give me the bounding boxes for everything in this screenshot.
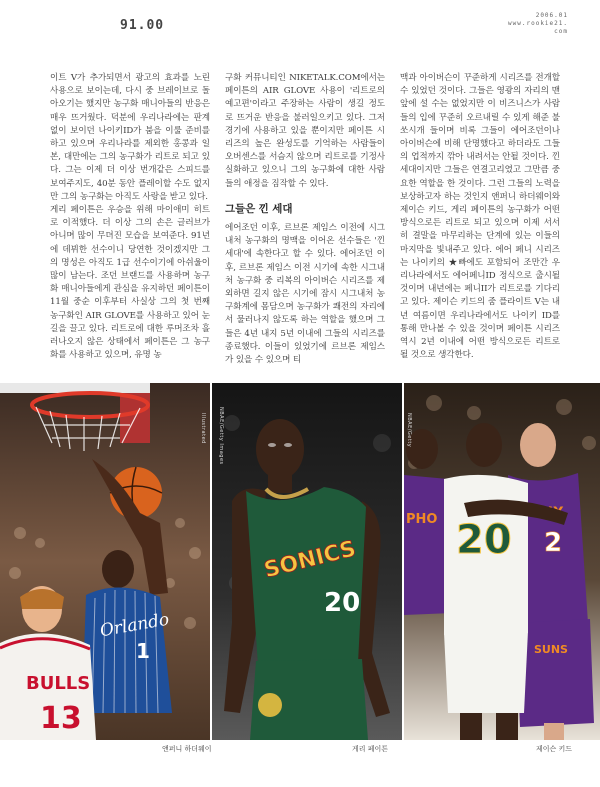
paragraph: 구화 커뮤니티인 NIKETALK.COM에서는 페이튼의 AIR GLOVE 사용이 '리트로의 예고편'이라고 주장하는 사람이 생길 정도로 뜨거운 반응을 불러일으키고 있다. 그저 경기에 사용하고 있을 뿐이지만 페이튼 시리즈의 높은 완성도를 기억하는 사람들이 오버센스를 서슴지 않으며 리트로를 기정사실화하고 있으니 그의 농구화에 대한 사람들의 애정을 짐작할 수 있다. xyxy=(225,73,385,189)
website-url: www.rookie21. xyxy=(508,20,568,27)
photo-credit: Illustrated xyxy=(200,413,206,444)
article-column-1 xyxy=(50,72,210,362)
page-number: 91.00 xyxy=(120,18,165,33)
photo-payton xyxy=(212,383,402,740)
jersey-number-1: 1 xyxy=(136,639,150,663)
jersey-text-sonics: SONICS xyxy=(261,536,359,584)
jersey-text-pho: PHO xyxy=(406,512,438,527)
jersey-text-bulls: BULLS xyxy=(26,673,91,694)
caption-payton: 게리 페이튼 xyxy=(352,745,389,753)
photo-kidd xyxy=(404,383,600,740)
photo-kidd-illustration xyxy=(404,383,600,740)
jersey-text-orlando: Orlando xyxy=(98,609,171,642)
paragraph: 게리 페이튼은 우승을 위해 마이애미 히트로 이적했다. 더 이상 그의 손은 글러브가 아니며 많이 무뎌진 모습을 보여준다. 91년에 데뷔한 선수이니 당연한 것이겠지만 그의 명성은 아직도 1급 선수이기에 아쉬울이 많이 남는다. 조던 브랜드를 사용하며 농구화 매니아들에게 관심을 유지하던 페이튼이 11월 중순 이후부터 사실상 그의 첫 번째 농구화인 AIR GLOVE를 사용하고 있어 눈길을 끌고 있다. 리트로에 대한 루머조차 흘러나오지 않은 상태에서 페이튼은 그 농구화를 사용하고 있으며, 유명 농 xyxy=(50,205,210,361)
article-column-2 xyxy=(225,72,385,367)
photo-payton-illustration xyxy=(212,383,402,740)
jersey-number-20: 20 xyxy=(456,517,512,563)
jersey-number-20: 20 xyxy=(324,588,361,618)
photo-strip xyxy=(0,383,600,740)
jersey-number-2: 2 xyxy=(544,528,563,558)
caption-hardaway: 앤퍼니 하더웨이 xyxy=(162,745,212,753)
article-column-3 xyxy=(400,72,560,362)
photo-credit: NBAE/Getty Images xyxy=(218,407,224,465)
photo-credit: NBAE/Getty xyxy=(406,413,412,448)
photo-hardaway xyxy=(0,383,210,740)
photo-hardaway-illustration xyxy=(0,383,210,740)
caption-kidd: 제이슨 키드 xyxy=(536,745,573,753)
section-heading: 그들은 낀 세대 xyxy=(225,202,293,215)
paragraph: 맥과 아이버슨이 꾸준하게 시리즈를 전개할 수 있었던 것이다. 그들은 영광의 자리의 맨 앞에 설 수는 없었지만 이 비즈니스가 사람들의 입에 꾸준히 오르내릴 수 있게 해준 불쏘시개 들이며 비록 그들이 에어조던이나 아이버슨에 비해 단명했다고 하더라도 그들의 업적까지 깎아 내려서는 안될 것이다. 낀 세대이지만 그들은 연결고리였고 그만큼 중요한 역할을 한 것이다. 그런 그들의 노력을 보상하고자 하는 것인지 앤퍼니 하더웨이와 제이슨 키드, 게리 페이튼의 농구화가 어떤 방식으로든 리트로 되고 있으며 이제 서서히 결말을 마무리하는 단계에 있는 이들의 마지막을 빛내주고 있다. 에어 페니 시리즈는 나이키의 ★빠에도 포함되어 조만간 우리나라에서도 에어페니ID 정식으로 출시될 것이며 내년에는 페니II가 리트로를 기다리고 있다. 제이슨 키드의 줌 플라이트 V는 내년 여름이면 우리나라에서도 나이키 ID를 통해 만나볼 수 있을 것이며 페이튼 시리즈 역시 2년 이내에 어떤 방식으로든 리트로 될 것으로 생각한다. xyxy=(400,73,560,361)
issue-date: 2006.01 xyxy=(535,12,568,19)
shorts-text-suns: SUNS xyxy=(534,643,568,656)
website-url-suffix: com xyxy=(554,28,568,35)
paragraph: 에어조던 이후, 르브론 제임스 이전에 시그내처 농구화의 명맥을 이어온 선수들은 '낀 세대'에 속한다고 할 수 있다. 에어조던 이후, 르브론 제임스 이전 시기에 속한 시그내처 농구화 중 리복의 아이버슨 시리즈를 제외하면 길지 않은 시기에 잠시 시그내처 농구화계에 몸담으며 농구화가 쾌전의 자리에서 물러나지 않도록 하는 역할을 했으며 그들은 4년 내지 5년 이내에 그들의 시리즈를 종료했다. 이들이 있었기에 르브론 제임스가 있을 수 있으며 티 xyxy=(225,223,385,366)
paragraph: 이트 V가 추가되면서 광고의 효과를 노린 사용으로 보이는데, 다시 중 브레이브로 돌아오기는 했지만 농구화 매니아들의 반응은 매우 뜨거웠다. 덕분에 우리나라에는 판계없이 보이던 나이키ID가 붐을 이룰 준비를 하고 있으며 우리나라를 제외한 홍콩과 일본, 대만에는 그의 농구화가 리트로 되고 있다. 그는 이제 더 이상 번개같은 스피드를 보여주지도, 40분 동안 플레이할 수도 없지만 그의 농구화는 아직도 사랑을 받고 있다. xyxy=(50,73,210,202)
jersey-number-13: 13 xyxy=(40,701,82,736)
header-meta xyxy=(508,12,568,36)
